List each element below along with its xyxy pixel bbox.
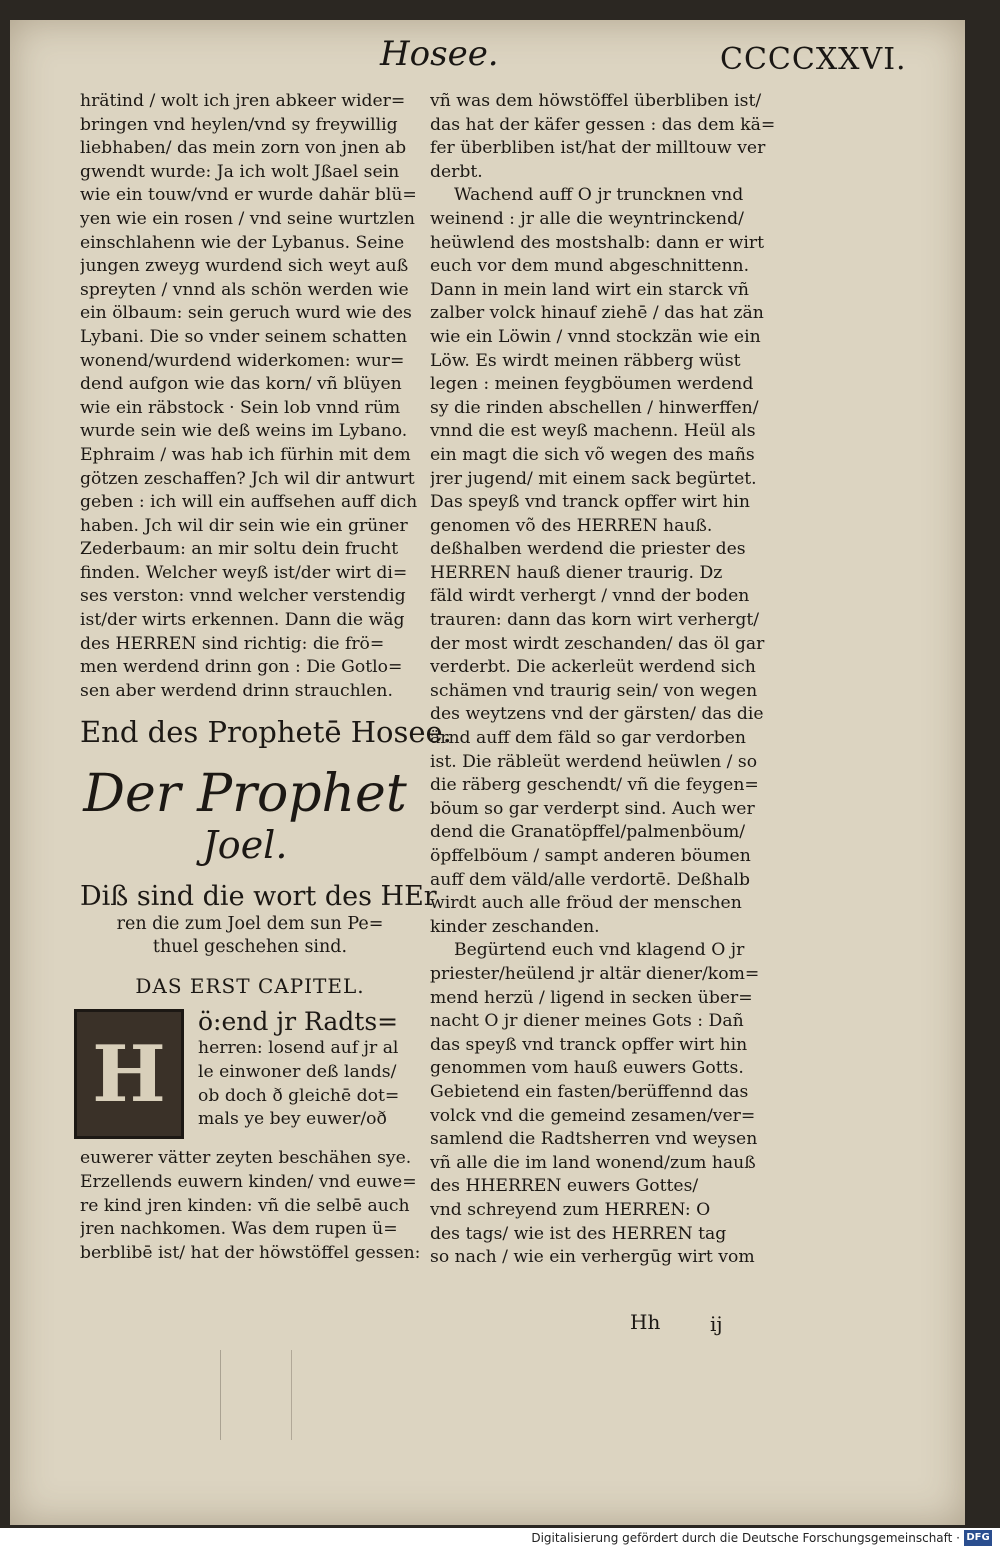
text-line: jungen zweyg wurdend sich weyt auß	[80, 256, 409, 277]
text-line: finden. Welcher weyß ist/der wirt di=	[80, 562, 408, 583]
left-text-after	[80, 1147, 450, 1265]
text-line: ein magt die sich võ wegen des mañs	[430, 444, 755, 465]
text-line: priester/heülend jr altär diener/kom=	[430, 963, 760, 984]
text-line: volck vnd die gemeind zesamen/ver=	[430, 1105, 756, 1126]
text-line: Zederbaum: an mir soltu dein frucht	[80, 539, 399, 560]
drop-text-line: mals ye bey euwer/oð	[198, 1109, 387, 1130]
signature-number: ij	[710, 1312, 723, 1336]
text-line: Ephraim / was hab ich fürhin mit dem	[80, 444, 411, 465]
intro-line: ren die zum Joel dem sun Pe=	[116, 914, 384, 935]
text-line: des tags/ wie ist des HERREN tag	[430, 1223, 727, 1244]
text-line: re kind jren kinden: vñ die selbē auch	[80, 1195, 410, 1216]
intro-heading	[80, 881, 437, 959]
text-line: Dann in mein land wirt ein starck vñ	[430, 279, 749, 300]
text-line: das hat der käfer gessen : das dem kä=	[430, 114, 776, 135]
text-line: euch vor dem mund abgeschnittenn.	[430, 256, 750, 277]
text-line: böum so gar verderpt sind. Auch wer	[430, 798, 755, 819]
text-line: des weytzens vnd der gärsten/ das die	[430, 704, 764, 725]
decorated-initial	[74, 1009, 184, 1139]
text-line: samlend die Radtsherren vnd weysen	[430, 1129, 758, 1150]
text-line: jrer jugend/ mit einem sack begürtet.	[430, 468, 757, 489]
text-line: deßhalben werdend die priester des	[430, 539, 746, 560]
text-line: vnd schreyend zum HERREN: O	[430, 1199, 711, 1220]
text-line: Erzellends euwern kinden/ vnd euwe=	[80, 1172, 417, 1193]
intro-lines	[80, 913, 420, 959]
book-title: Der Prophet	[83, 764, 407, 825]
text-line: fer überbliben ist/hat der milltouw ver	[430, 138, 766, 159]
text-line: weinend : jr alle die weyntrinckend/	[430, 208, 744, 229]
drop-text-line: ob doch ð gleichē dot=	[198, 1085, 400, 1106]
text-line: wie ein räbstock · Sein lob vnnd rüm	[80, 397, 401, 418]
book-subtitle: Joel.	[202, 823, 288, 868]
text-line: die räberg geschendt/ vñ die feygen=	[430, 775, 759, 796]
text-line: ist. Die räbleüt werdend heüwlen / so	[430, 751, 758, 772]
text-line: ein ölbaum: sein geruch wurd wie des	[80, 303, 412, 324]
text-line: so nach / wie ein verhergūg wirt vom	[430, 1247, 755, 1268]
text-line: wirdt auch alle fröud der menschen	[430, 893, 742, 914]
text-line: hrätind / wolt ich jren abkeer wider=	[80, 91, 406, 111]
text-line: zalber volck hinauf ziehē / das hat zän	[430, 303, 764, 324]
text-line: berblibē ist/ hat der höwstöffel gessen:	[80, 1242, 421, 1263]
text-line: auff dem väld/alle verdortē. Deßhalb	[430, 869, 750, 890]
text-line: nacht O jr diener meines Gots : Dañ	[430, 1011, 744, 1032]
text-line: legen : meinen feygböumen werdend	[430, 374, 754, 395]
text-line: Lybani. Die so vnder seinem schatten	[80, 326, 408, 347]
text-line: dend aufgon wie das korn/ vñ blüyen	[80, 374, 402, 395]
text-line: men werdend drinn gon : Die Gotlo=	[80, 657, 403, 678]
text-line: bringen vnd heylen/vnd sy freywillig	[80, 114, 398, 135]
running-head	[10, 30, 965, 80]
intro-lead: Diß sind die wort des HEr	[80, 881, 437, 913]
text-line: Gebietend ein fasten/berüffennd das	[430, 1081, 749, 1102]
text-line: jren nachkomen. Was dem rupen ü=	[80, 1219, 398, 1240]
text-line: Wachend auff O jr truncknen vnd	[454, 185, 744, 206]
text-line: vñ alle die im land wonend/zum hauß	[430, 1152, 756, 1173]
text-line: mend herzü / ligend in secken über=	[430, 987, 753, 1008]
text-line: wonend/wurdend widerkomen: wur=	[80, 350, 405, 371]
text-line: euwerer vätter zeyten beschähen sye.	[80, 1148, 412, 1169]
text-line: HERREN hauß diener traurig. Dz	[430, 562, 723, 583]
text-line: genomen võ des HERREN hauß.	[430, 515, 713, 536]
text-line: fäld wirdt verhergt / vnnd der boden	[430, 586, 750, 607]
pencil-marks	[220, 1350, 292, 1440]
text-line: liebhaben/ das mein zorn von jnen ab	[80, 138, 407, 159]
text-line: sy die rinden abschellen / hinwerffen/	[430, 397, 759, 418]
text-line: ärnd auff dem fäld so gar verdorben	[430, 728, 746, 749]
drop-initial-text	[198, 1007, 458, 1131]
text-line: gwendt wurde: Ja ich wolt Jßael sein	[80, 161, 400, 182]
dfg-logo: DFG	[964, 1530, 992, 1546]
text-line: kinder zeschanden.	[430, 916, 600, 937]
text-line: götzen zeschaffen? Jch wil dir antwurt	[80, 468, 415, 489]
text-line: das speyß vnd tranck opffer wirt hin	[430, 1034, 748, 1055]
text-line: spreyten / vnnd als schön werden wie	[80, 279, 409, 300]
text-line: vnnd die est weyß machenn. Heül als	[430, 421, 756, 442]
drop-initial-block	[80, 1007, 450, 1147]
text-line: Begürtend euch vnd klagend O jr	[454, 940, 745, 961]
digitization-credit: Digitalisierung gefördert durch die Deutsche Forschungsgemeinschaft ·	[531, 1531, 960, 1545]
drop-text-line: le einwoner deß lands/	[198, 1062, 397, 1083]
text-line: sen aber werdend drinn strauchlen.	[80, 680, 393, 701]
folio-number: CCCCXXVI.	[720, 42, 907, 77]
text-line: einschlahenn wie der Lybanus. Seine	[80, 232, 405, 253]
end-of-book-heading: End des Prophetē Hosee.	[80, 715, 452, 750]
right-text-block	[430, 90, 815, 1270]
text-line: des HERREN sind richtig: die frö=	[80, 633, 385, 654]
text-line: genommen vom hauß euwers Gotts.	[430, 1058, 744, 1079]
chapter-heading: DAS ERST CAPITEL.	[135, 974, 365, 999]
drop-text-line: ö:end jr Radts=	[198, 1007, 399, 1037]
text-line: ses verston: vnnd welcher verstendig	[80, 586, 406, 607]
text-line: derbt.	[430, 161, 483, 182]
left-column	[80, 90, 450, 1265]
text-line: vñ was dem höwstöffel überbliben ist/	[430, 91, 762, 111]
text-line: geben : ich will ein auffsehen auff dich	[80, 492, 418, 513]
text-line: heüwlend des mostshalb: dann er wirt	[430, 232, 764, 253]
intro-line: thuel geschehen sind.	[152, 937, 348, 958]
right-column	[430, 90, 815, 1270]
text-line: der most wirdt zeschanden/ das öl gar	[430, 633, 765, 654]
text-line: schämen vnd traurig sein/ von wegen	[430, 680, 758, 701]
running-title: Hosee.	[380, 34, 499, 74]
text-line: wie ein touw/vnd er wurde dahär blü=	[80, 185, 417, 206]
text-line: des HHERREN euwers Gottes/	[430, 1176, 699, 1197]
text-line: haben. Jch wil dir sein wie ein grüner	[80, 515, 408, 536]
text-line: trauren: dann das korn wirt verhergt/	[430, 610, 760, 631]
text-line: dend die Granatöpffel/palmenböum/	[430, 822, 746, 843]
text-line: öpffelböum / sampt anderen böumen	[430, 846, 751, 866]
book-page	[10, 20, 965, 1525]
text-line: wie ein Löwin / vnnd stockzän wie ein	[430, 326, 761, 347]
text-line: verderbt. Die ackerleüt werdend sich	[430, 657, 756, 678]
text-line: wurde sein wie deß weins im Lybano.	[80, 421, 408, 442]
drop-text-line: herren: losend auf jr al	[198, 1038, 399, 1059]
text-line: yen wie ein rosen / vnd seine wurtzlen	[80, 208, 415, 229]
signature-mark: Hh	[630, 1310, 661, 1334]
initial-letter: H	[92, 1028, 166, 1120]
left-text-block	[80, 90, 450, 703]
text-line: Löw. Es wirdt meinen räbberg wüst	[430, 350, 741, 371]
text-line: ist/der wirts erkennen. Dann die wäg	[80, 610, 405, 631]
text-line: Das speyß vnd tranck opffer wirt hin	[430, 492, 750, 513]
